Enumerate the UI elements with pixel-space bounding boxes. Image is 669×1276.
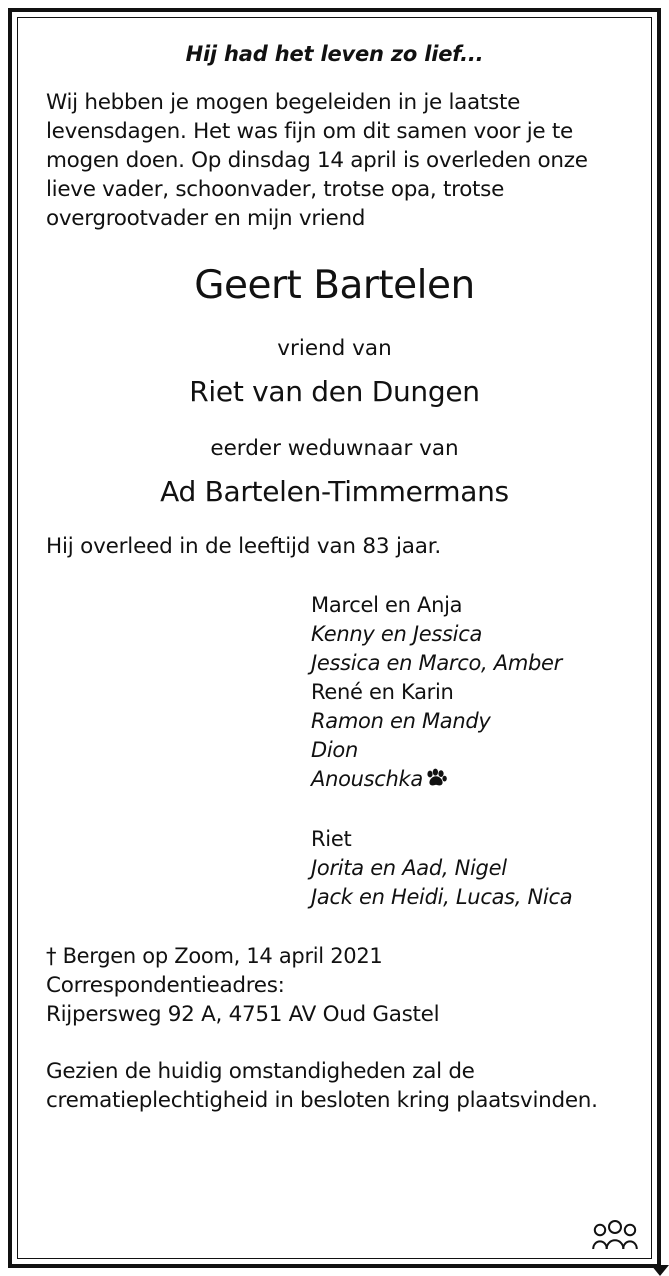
family-logo-icon bbox=[591, 1218, 639, 1252]
details-block bbox=[46, 942, 623, 1029]
closing-block bbox=[46, 1057, 623, 1115]
previous-spouse-label: eerder weduwnaar van bbox=[210, 436, 459, 461]
list-item: Jorita en Aad, Nigel bbox=[311, 856, 507, 880]
list-item: Kenny en Jessica bbox=[311, 622, 483, 646]
partner-label: vriend van bbox=[277, 336, 392, 361]
list-item: René en Karin bbox=[311, 680, 454, 704]
correspondence-label: Correspondentieadres: bbox=[46, 973, 285, 998]
inner-border bbox=[17, 17, 652, 1259]
paw-icon bbox=[425, 767, 447, 796]
outer-border bbox=[8, 8, 661, 1268]
list-item: Riet bbox=[311, 827, 352, 851]
list-item: Marcel en Anja bbox=[311, 593, 463, 617]
intro-paragraph: Wij hebben je mogen begeleiden in je laatste levensdagen. Het was fijn om dit samen voor je te mogen doen. Op dinsdag 14 april is overleden onze lieve vader, schoonvader, trotse opa, trotse overgrootvader en mijn vriend bbox=[46, 90, 588, 231]
list-item: Jack en Heidi, Lucas, Nica bbox=[311, 885, 573, 909]
list-item-with-paw bbox=[311, 765, 623, 796]
list-item: Jessica en Marco, Amber bbox=[311, 651, 562, 675]
family-list-gap bbox=[311, 796, 623, 825]
partner-name: Riet van den Dungen bbox=[189, 375, 480, 408]
list-item-label: Anouschka bbox=[311, 767, 423, 791]
age-line: Hij overleed in de leeftijd van 83 jaar. bbox=[46, 534, 441, 559]
closing-text: Gezien de huidig omstandigheden zal de crematieplechtigheid in besloten kring plaatsvinden. bbox=[46, 1059, 598, 1113]
previous-spouse-name: Ad Bartelen-Timmermans bbox=[160, 475, 509, 508]
motto-text: Hij had het leven zo lief... bbox=[185, 42, 484, 66]
death-place-date: † Bergen op Zoom, 14 april 2021 bbox=[46, 944, 383, 968]
deceased-name: Geert Bartelen bbox=[194, 263, 475, 308]
corner-arrow-icon bbox=[651, 1265, 669, 1276]
correspondence-address: Rijpersweg 92 A, 4751 AV Oud Gastel bbox=[46, 1002, 440, 1027]
list-item: Dion bbox=[311, 738, 358, 762]
list-item: Ramon en Mandy bbox=[311, 709, 491, 733]
family-list bbox=[311, 591, 623, 912]
